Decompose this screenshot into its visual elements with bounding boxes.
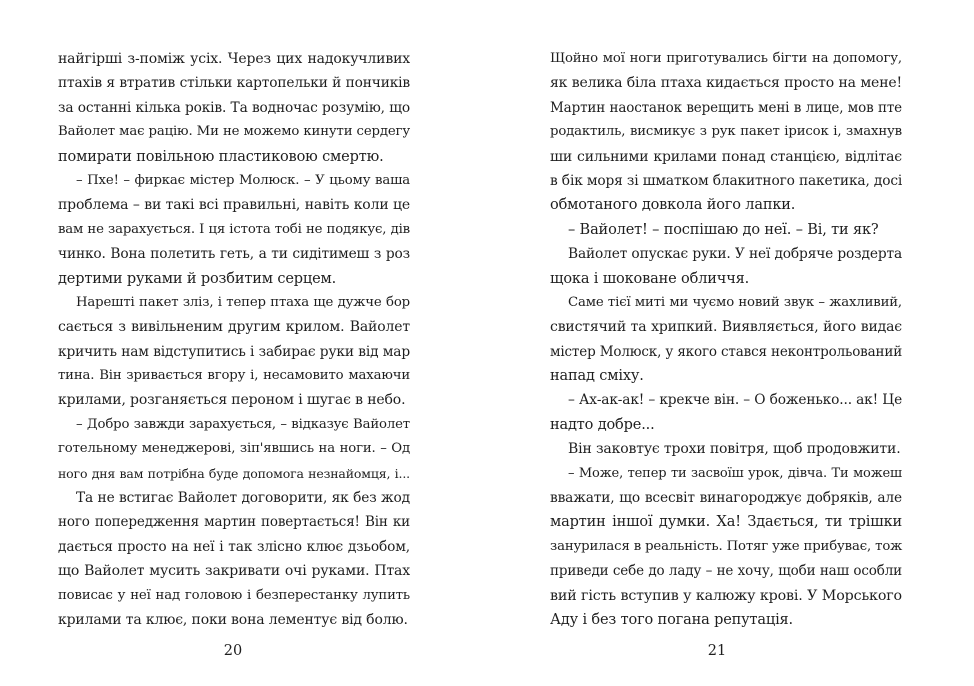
text-line: птахів я втратив стільки картопельки й пончиків — [58, 75, 410, 92]
text-line: крилами та клює, поки вона лементує від болю. — [58, 611, 408, 628]
text-line: кричить нам відступитись і забирає руки від мар — [58, 343, 410, 360]
text-line: за останні кілька років. Та водночас розумію, що — [58, 99, 410, 116]
text-line: надто добре... — [550, 416, 655, 433]
text-line: як велика біла птаха кидається просто на мене! — [550, 75, 902, 92]
text-line: напад сміху. — [550, 368, 644, 385]
text-line: Нарешті пакет зліз, і тепер птаха ще дужче бор — [76, 294, 410, 310]
text-line: – Пхе! – фиркає містер Молюск. – У цьому ваша — [76, 172, 410, 188]
text-line: мартин іншої думки. Ха! Здається, ти трішки — [550, 514, 902, 531]
text-line: повисає у неї над головою і безперестанку лупить — [58, 587, 410, 603]
text-line: – Може, тепер ти засвоїш урок, дівча. Ти можеш — [568, 465, 902, 481]
text-line: – Добро завжди зарахується, – відказує Вайолет — [76, 416, 410, 432]
text-line: помирати повільною пластиковою смертю. — [58, 148, 384, 165]
text-line: вам не зарахується. І ця істота тобі не подякує, дів — [58, 221, 410, 237]
text-line: обмотаного довкола його лапки. — [550, 197, 796, 214]
text-line: – Ах-ак-ак! – крекче він. – О боженько... ак! Це — [568, 392, 903, 409]
text-line: Та не встигає Вайолет договорити, як без жод — [76, 490, 410, 507]
left-page-text — [58, 47, 410, 632]
text-line: Щойно мої ноги приготувались бігти на допомогу, — [550, 51, 902, 66]
text-line: ши сильними крилами понад станцією, відлітає — [550, 148, 902, 165]
text-line: готельному менеджерові, зіп'явшись на ноги. – Од — [58, 441, 410, 457]
text-line: Він заковтує трохи повітря, щоб продовжити. — [568, 441, 901, 458]
text-line: Мартин наостанок верещить мені в лице, мов пте — [550, 99, 902, 116]
text-line: дертими руками й розбитим серцем. — [58, 270, 337, 287]
text-line: приведи себе до ладу – не хочу, щоби наш особли — [550, 563, 902, 580]
text-line: свистячий та хрипкий. Виявляється, його видає — [550, 319, 902, 336]
text-line: що Вайолет мусить закривати очі руками. Птах — [58, 563, 410, 580]
page-number: 21 — [707, 643, 727, 659]
text-line: проблема – ви такі всі правильні, навіть коли це — [58, 197, 410, 214]
page-number: 20 — [223, 643, 243, 659]
text-line: ного попередження мартин повертається! Він ки — [58, 514, 410, 531]
text-line: Саме тієї миті ми чуємо новий звук – жахливий, — [568, 294, 902, 310]
text-line: Аду і без того погана репутація. — [550, 611, 794, 628]
text-line: найгірші з-поміж усіх. Через цих надокучливих — [58, 51, 410, 67]
text-line: занурилася в реальність. Потяг уже прибуває, тож — [550, 538, 903, 554]
text-line: вважати, що всесвіт винагороджує добряків, але — [550, 490, 902, 507]
text-line: вий гість вступив у калюжу крові. У Морського — [550, 587, 902, 604]
text-line: дається просто на неї і так злісно клює дзьобом, — [58, 538, 410, 555]
text-line: Вайолет опускає руки. У неї добряче роздерта — [568, 246, 902, 263]
text-line: сається з вивільненим другим крилом. Вайолет — [58, 319, 410, 336]
text-line: – Вайолет! – поспішаю до неї. – Ві, ти як? — [568, 221, 879, 238]
text-line: чинко. Вона полетить геть, а ти сидітимеш з роз — [58, 246, 410, 263]
text-line: крилами, розганяється пероном і шугає в небо. — [58, 392, 406, 409]
text-line: родактиль, висмикує з рук пакет ірисок і, змахнув — [550, 124, 902, 140]
text-line: щока і шоковане обличчя. — [550, 270, 750, 287]
text-line: в бік моря зі шматком блакитного пакетика, досі — [550, 172, 903, 189]
right-page-text — [550, 47, 902, 632]
text-line: Вайолет має рацію. Ми не можемо кинути сердегу — [58, 124, 410, 140]
text-line: тина. Він зривається вгору і, несамовито махаючи — [58, 368, 410, 384]
right-page — [487, 0, 974, 686]
text-line: містер Молюск, у якого стався неконтрольований — [550, 343, 903, 360]
text-line: ного дня вам потрібна буде допомога незнайомця, і... — [58, 465, 410, 481]
